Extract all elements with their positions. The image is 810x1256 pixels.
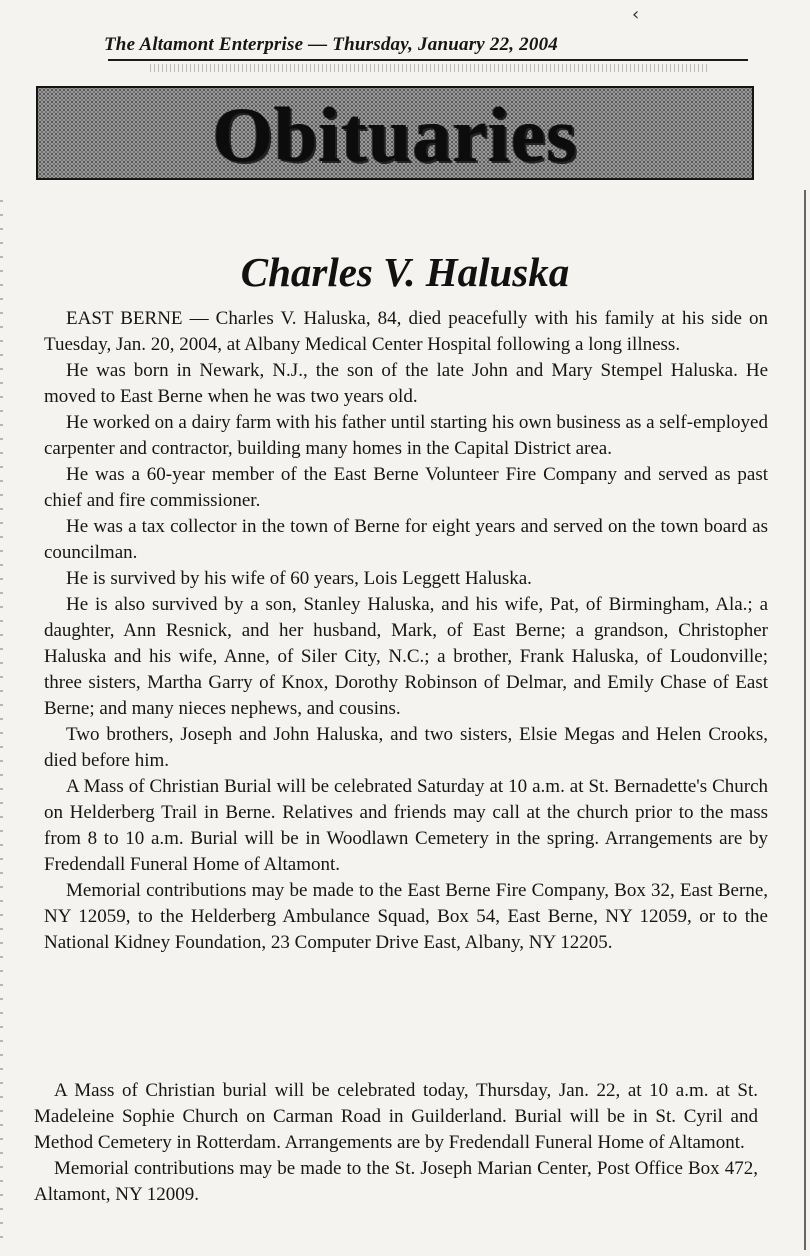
obituary-paragraph: EAST BERNE — Charles V. Haluska, 84, died peacefully with his family at his side on Tuesday, Jan. 20, 2004, at Albany Medical Center Hospital following a long illness. (44, 308, 768, 355)
masthead: The Altamont Enterprise — Thursday, January 22, 2004 (104, 34, 558, 55)
masthead-halftone-strip (150, 64, 710, 72)
obituary-paragraph: He was born in Newark, N.J., the son of the late John and Mary Stempel Haluska. He moved to East Berne when he was two years old. (44, 360, 768, 407)
obituary-paragraph: Memorial contributions may be made to the East Berne Fire Company, Box 32, East Berne, NY 12059, to the Helderberg Ambulance Squad, Box 54, East Berne, NY 12059, or to the National Kidney Foundation, 23 Computer Drive East, Albany, NY 12205. (44, 880, 768, 953)
obituary-paragraph: A Mass of Christian Burial will be celebrated Saturday at 10 a.m. at St. Bernadette's Church on Helderberg Trail in Berne. Relatives and friends may call at the church prior to the mass from 8 to 10 a.m. Burial will be in Woodlawn Cemetery in the spring. Arrangements are by Fredendall Funeral Home of Altamont. (44, 776, 768, 875)
masthead-rule (108, 59, 748, 61)
second-notice (34, 1078, 758, 1208)
column-edge-right (804, 190, 806, 1250)
obituary-paragraph: Two brothers, Joseph and John Haluska, and two sisters, Elsie Megas and Helen Crooks, died before him. (44, 724, 768, 771)
obituary-paragraph: He is survived by his wife of 60 years, Lois Leggett Haluska. (66, 568, 532, 589)
obituary-body (44, 306, 768, 956)
section-title: Obituaries (212, 91, 578, 178)
obituary-paragraph: He was a tax collector in the town of Berne for eight years and served on the town board as councilman. (44, 516, 768, 563)
obituary-paragraph: He is also survived by a son, Stanley Haluska, and his wife, Pat, of Birmingham, Ala.; a daughter, Ann Resnick, and her husband, Mark, of East Berne; a grandson, Christopher Haluska and his wife, Anne, of Siler City, N.C.; a brother, Frank Haluska, of Loudonville; three sisters, Martha Garry of Knox, Dorothy Robinson of Delmar, and Emily Chase of East Berne; and many nieces nephews, and cousins. (44, 594, 768, 719)
column-edge-left (0, 200, 3, 1250)
section-banner (36, 86, 754, 180)
notice-paragraph: Memorial contributions may be made to the St. Joseph Marian Center, Post Office Box 472, Altamont, NY 12009. (34, 1158, 758, 1205)
obituary-paragraph: He worked on a dairy farm with his father until starting his own business as a self-employed carpenter and contractor, building many homes in the Capital District area. (44, 412, 768, 459)
obituary-paragraph: He was a 60-year member of the East Berne Volunteer Fire Company and served as past chief and fire commissioner. (44, 464, 768, 511)
pen-mark: ‹ (632, 4, 640, 25)
notice-paragraph: A Mass of Christian burial will be celebrated today, Thursday, Jan. 22, at 10 a.m. at St. Madeleine Sophie Church on Carman Road in Guilderland. Burial will be in St. Cyril and Method Cemetery in Rotterdam. Arrangements are by Fredendall Funeral Home of Altamont. (34, 1080, 758, 1153)
obituary-headline: Charles V. Haluska (240, 249, 570, 295)
